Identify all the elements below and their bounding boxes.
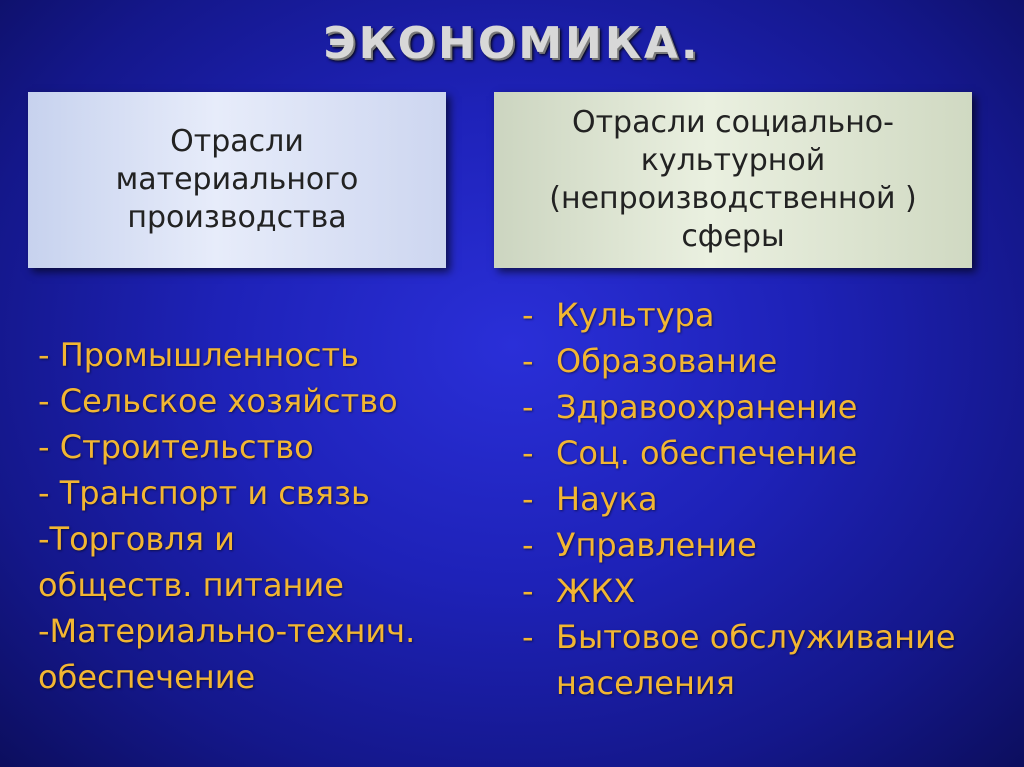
list-item: [522, 384, 1012, 430]
box-line: Отрасли социально-: [571, 105, 894, 140]
list-item-label: Бытовое обслуживание: [556, 618, 956, 656]
dash: -: [522, 526, 534, 564]
dash: -: [522, 388, 534, 426]
list-item: - Промышленность: [38, 336, 360, 374]
box-line: культурной: [640, 143, 826, 178]
list-item: [522, 430, 1012, 476]
list-item: обеспечение: [38, 658, 256, 696]
box-line: сферы: [681, 219, 785, 254]
social-cultural-box: [494, 92, 972, 268]
list-item-label: Соц. обеспечение: [556, 434, 858, 472]
list-item-label: Образование: [556, 342, 778, 380]
dash: -: [522, 296, 534, 334]
box-line: производства: [127, 200, 347, 235]
list-item: -Материально-технич.: [38, 612, 416, 650]
box-line: Отрасли: [170, 124, 304, 159]
list-item: - Сельское хозяйство: [38, 382, 398, 420]
dash: -: [522, 572, 534, 610]
list-item: обществ. питание: [38, 566, 344, 604]
dash: -: [522, 480, 534, 518]
list-item: [522, 338, 1012, 384]
list-item-label: Наука: [556, 480, 658, 518]
list-item: [522, 614, 1012, 660]
box-line: (непроизводственной ): [549, 181, 917, 216]
list-item: [522, 568, 1012, 614]
list-item-label: Управление: [556, 526, 757, 564]
list-item-continuation: населения: [556, 664, 735, 702]
list-item-label: ЖКХ: [556, 572, 636, 610]
material-production-heading: [116, 123, 359, 237]
list-item-label: Культура: [556, 296, 715, 334]
material-sectors-list: [38, 332, 508, 700]
non-production-sectors-list: [522, 292, 1012, 706]
list-item: [522, 292, 1012, 338]
list-item: -Торговля и: [38, 520, 235, 558]
dash: -: [522, 434, 534, 472]
list-item: - Строительство: [38, 428, 314, 466]
list-item: - Транспорт и связь: [38, 474, 370, 512]
material-production-box: [28, 92, 446, 268]
list-item: [522, 522, 1012, 568]
list-item-label: Здравоохранение: [556, 388, 858, 426]
box-line: материального: [115, 162, 359, 197]
slide-title: ЭКОНОМИКА.: [323, 18, 701, 69]
social-cultural-heading: [549, 104, 916, 256]
list-item: [522, 476, 1012, 522]
dash: -: [522, 342, 534, 380]
dash: -: [522, 618, 534, 656]
